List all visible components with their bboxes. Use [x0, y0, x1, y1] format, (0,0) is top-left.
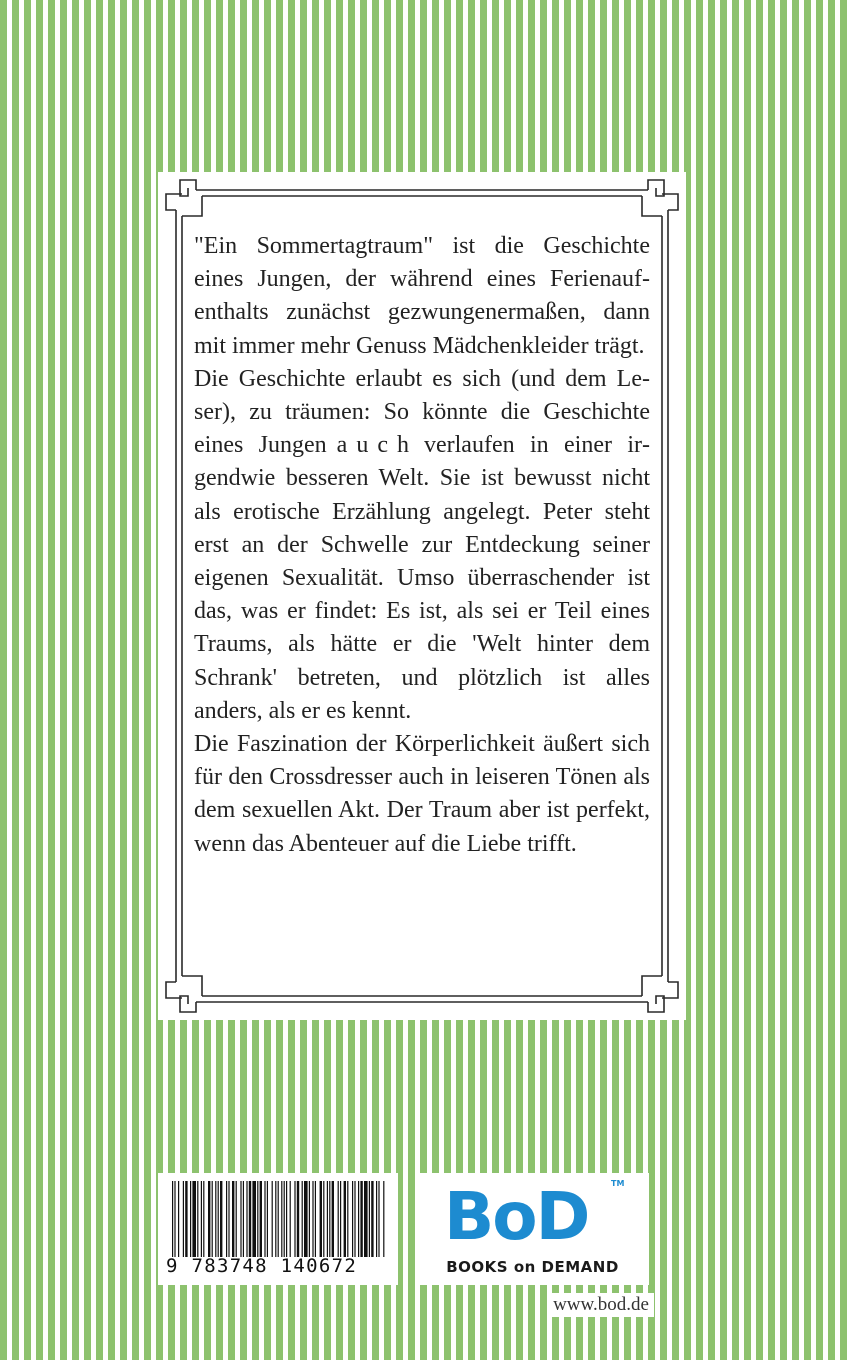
- isbn-number: 9 783748 140672: [166, 1255, 358, 1277]
- barcode-bar: [315, 1181, 316, 1257]
- barcode-bar: [272, 1181, 273, 1257]
- barcode-bar: [290, 1181, 291, 1257]
- barcode-bar: [220, 1181, 222, 1257]
- barcode-bar: [197, 1181, 198, 1257]
- barcode-bar: [174, 1181, 175, 1257]
- barcode-bar: [218, 1181, 219, 1257]
- barcode-bar: [371, 1181, 373, 1257]
- trademark-mark: TM: [611, 1179, 625, 1188]
- barcode-bar: [329, 1181, 330, 1257]
- barcode-bar: [260, 1181, 262, 1257]
- barcode-bar: [183, 1181, 184, 1257]
- barcode-bar: [352, 1181, 353, 1257]
- barcode-bar: [354, 1181, 355, 1257]
- barcode-bar: [309, 1181, 310, 1257]
- barcode-bar: [185, 1181, 187, 1257]
- barcode-bar: [267, 1181, 268, 1257]
- blurb-text: [194, 230, 650, 861]
- barcode-bar: [257, 1181, 258, 1257]
- barcode-bar: [192, 1181, 196, 1257]
- blurb-paragraph: "Ein Sommertagtraum" ist die Geschichte eines Jungen, der während eines Ferienaufenthalts zunächst gezwungenermaßen, dann mit immer mehr Genuss Mädchenkleider trägt.: [194, 233, 650, 359]
- barcode-bar: [383, 1181, 384, 1257]
- barcode-bar: [243, 1181, 244, 1257]
- barcode-bar: [358, 1181, 359, 1257]
- barcode-bar: [201, 1181, 202, 1257]
- barcode-bar: [369, 1181, 370, 1257]
- barcode-bar: [323, 1181, 324, 1257]
- barcode-bar: [360, 1181, 362, 1257]
- barcode-bar: [347, 1181, 348, 1257]
- blurb-paragraph: [194, 363, 650, 728]
- barcode-bars: [172, 1181, 386, 1259]
- barcode-bar: [252, 1181, 256, 1257]
- barcode-bar: [228, 1181, 229, 1257]
- barcode-bar: [364, 1181, 368, 1257]
- barcode-bar: [378, 1181, 379, 1257]
- barcode-bar: [294, 1181, 295, 1257]
- barcode-bar: [302, 1181, 303, 1257]
- barcode-bar: [312, 1181, 313, 1257]
- barcode-bar: [338, 1181, 339, 1257]
- barcode-bar: [203, 1181, 204, 1257]
- bod-logo-wordmark: BoD: [444, 1178, 589, 1255]
- spaced-word: auch: [336, 432, 418, 459]
- blurb-fragment: Die Geschichte erlaubt es sich (und dem Leser), zu träumen: So könnte die Geschichte eines Jungen: [194, 365, 650, 459]
- barcode-bar: [278, 1181, 279, 1257]
- barcode-bar: [178, 1181, 179, 1257]
- barcode-bar: [286, 1181, 287, 1257]
- barcode-bar: [246, 1181, 247, 1257]
- barcode-bar: [320, 1181, 322, 1257]
- barcode-bar: [340, 1181, 341, 1257]
- barcode-bar: [344, 1181, 346, 1257]
- publisher-url[interactable]: www.bod.de: [548, 1293, 654, 1317]
- barcode-bar: [304, 1181, 308, 1257]
- barcode-bar: [284, 1181, 285, 1257]
- publisher-tagline: BOOKS on DEMAND: [446, 1258, 619, 1276]
- blurb-paragraph: Die Faszination der Körperlichkeit äußert sich für den Crossdresser auch in leiseren Tönen als dem sexuellen Akt. Der Traum aber ist perfekt, wenn das Abenteuer auf die Liebe trifft.: [194, 731, 650, 857]
- blurb-panel: [158, 172, 686, 1020]
- barcode-bar: [240, 1181, 241, 1257]
- barcode-bar: [190, 1181, 191, 1257]
- barcode-bar: [172, 1181, 173, 1257]
- isbn-barcode: [158, 1173, 398, 1285]
- barcode-bar: [208, 1181, 210, 1257]
- barcode-bar: [232, 1181, 234, 1257]
- barcode-bar: [327, 1181, 328, 1257]
- barcode-bar: [297, 1181, 299, 1257]
- barcode-bar: [376, 1181, 377, 1257]
- barcode-bar: [275, 1181, 276, 1257]
- blurb-fragment: verlaufen in einer irgendwie besseren Welt. Sie ist bewusst nicht als erotische Erzählung angelegt. Peter steht erst an der Schwelle zur Entdeckung seiner eigenen Sexualität. Umso überraschender ist das, was er findet: Es ist, als sei er Teil eines Traums, als hätte er die 'Welt hinter dem Schrank' betreten, und plötzlich ist alles anders, als er es kennt.: [194, 432, 650, 724]
- barcode-bar: [212, 1181, 213, 1257]
- barcode-bar: [249, 1181, 251, 1257]
- publisher-logo: [416, 1173, 649, 1285]
- barcode-bar: [264, 1181, 265, 1257]
- barcode-bar: [281, 1181, 282, 1257]
- barcode-bar: [236, 1181, 237, 1257]
- barcode-bar: [226, 1181, 227, 1257]
- barcode-bar: [332, 1181, 334, 1257]
- barcode-bar: [215, 1181, 216, 1257]
